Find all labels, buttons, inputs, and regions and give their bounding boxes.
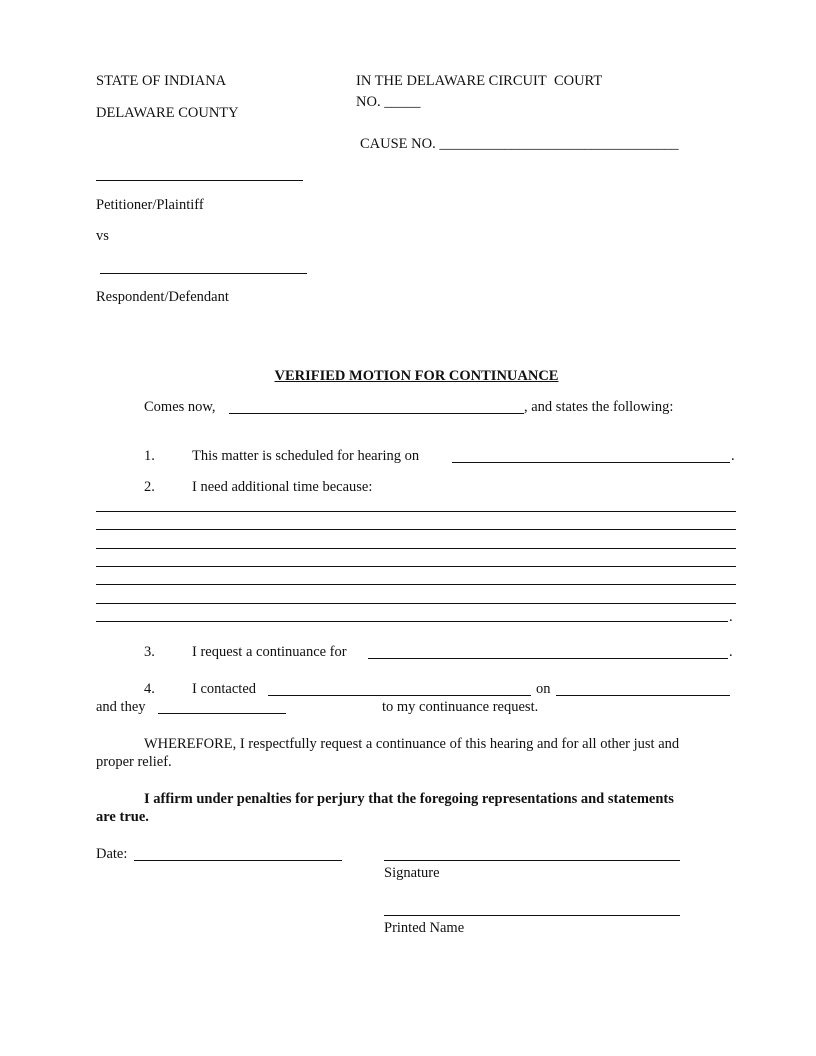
respondent-label: Respondent/Defendant — [96, 289, 229, 305]
item-4-text: I contacted — [192, 681, 257, 697]
respondent-name-line[interactable] — [100, 273, 307, 274]
contacted-party-line[interactable] — [268, 695, 531, 696]
cause-number: CAUSE NO. _________________________________ — [360, 136, 679, 152]
hearing-date-line[interactable] — [452, 462, 730, 463]
movant-name-line[interactable] — [229, 413, 524, 414]
item-2-number: 2. — [144, 479, 155, 495]
date-label: Date: — [96, 846, 128, 862]
reason-line[interactable] — [96, 529, 736, 530]
affirmation-line-2: are true. — [96, 809, 149, 825]
court-number: NO. _____ — [356, 94, 421, 110]
item-4-number: 4. — [144, 681, 155, 697]
state-label: STATE OF INDIANA — [96, 73, 227, 89]
response-line[interactable] — [158, 713, 286, 714]
wherefore-line-2: proper relief. — [96, 754, 172, 770]
reason-line[interactable] — [96, 621, 728, 622]
printed-name-line[interactable] — [384, 915, 680, 916]
wherefore-line-1: WHEREFORE, I respectfully request a continuance of this hearing and for all other just and — [144, 736, 680, 752]
reason-period: . — [729, 609, 733, 625]
court-label — [356, 74, 602, 89]
county-label: DELAWARE COUNTY — [96, 105, 239, 121]
court-prefix: IN THE DELAWARE CIRCUIT — [356, 73, 547, 89]
affirmation-line-1: I affirm under penalties for perjury that the foregoing representations and statements — [144, 791, 674, 807]
versus-label: vs — [96, 228, 109, 244]
signature-line[interactable] — [384, 860, 680, 861]
reason-line[interactable] — [96, 511, 736, 512]
to-request-label: to my continuance request. — [382, 699, 539, 715]
item-1-number: 1. — [144, 448, 155, 464]
printed-name-label: Printed Name — [384, 920, 465, 936]
and-they-label: and they — [96, 699, 146, 715]
comes-now-label: Comes now, — [144, 399, 216, 415]
item-3-text: I request a continuance for — [192, 644, 347, 660]
item-2-text: I need additional time because: — [192, 479, 373, 495]
item-3-number: 3. — [144, 644, 155, 660]
item-1-text: This matter is scheduled for hearing on — [192, 448, 420, 464]
petitioner-label: Petitioner/Plaintiff — [96, 197, 204, 213]
reason-line[interactable] — [96, 548, 736, 549]
reason-line[interactable] — [96, 603, 736, 604]
court-suffix: COURT — [553, 73, 603, 89]
item-3-period: . — [729, 644, 733, 660]
item-1-period: . — [731, 448, 735, 464]
date-line[interactable] — [134, 860, 342, 861]
states-following-label: , and states the following: — [524, 399, 674, 415]
continuance-period-line[interactable] — [368, 658, 728, 659]
petitioner-name-line[interactable] — [96, 180, 303, 181]
signature-label: Signature — [384, 865, 440, 881]
reason-line[interactable] — [96, 584, 736, 585]
item-4-on: on — [536, 681, 551, 697]
document-title: VERIFIED MOTION FOR CONTINUANCE — [274, 368, 559, 384]
contact-date-line[interactable] — [556, 695, 730, 696]
reason-line[interactable] — [96, 566, 736, 567]
